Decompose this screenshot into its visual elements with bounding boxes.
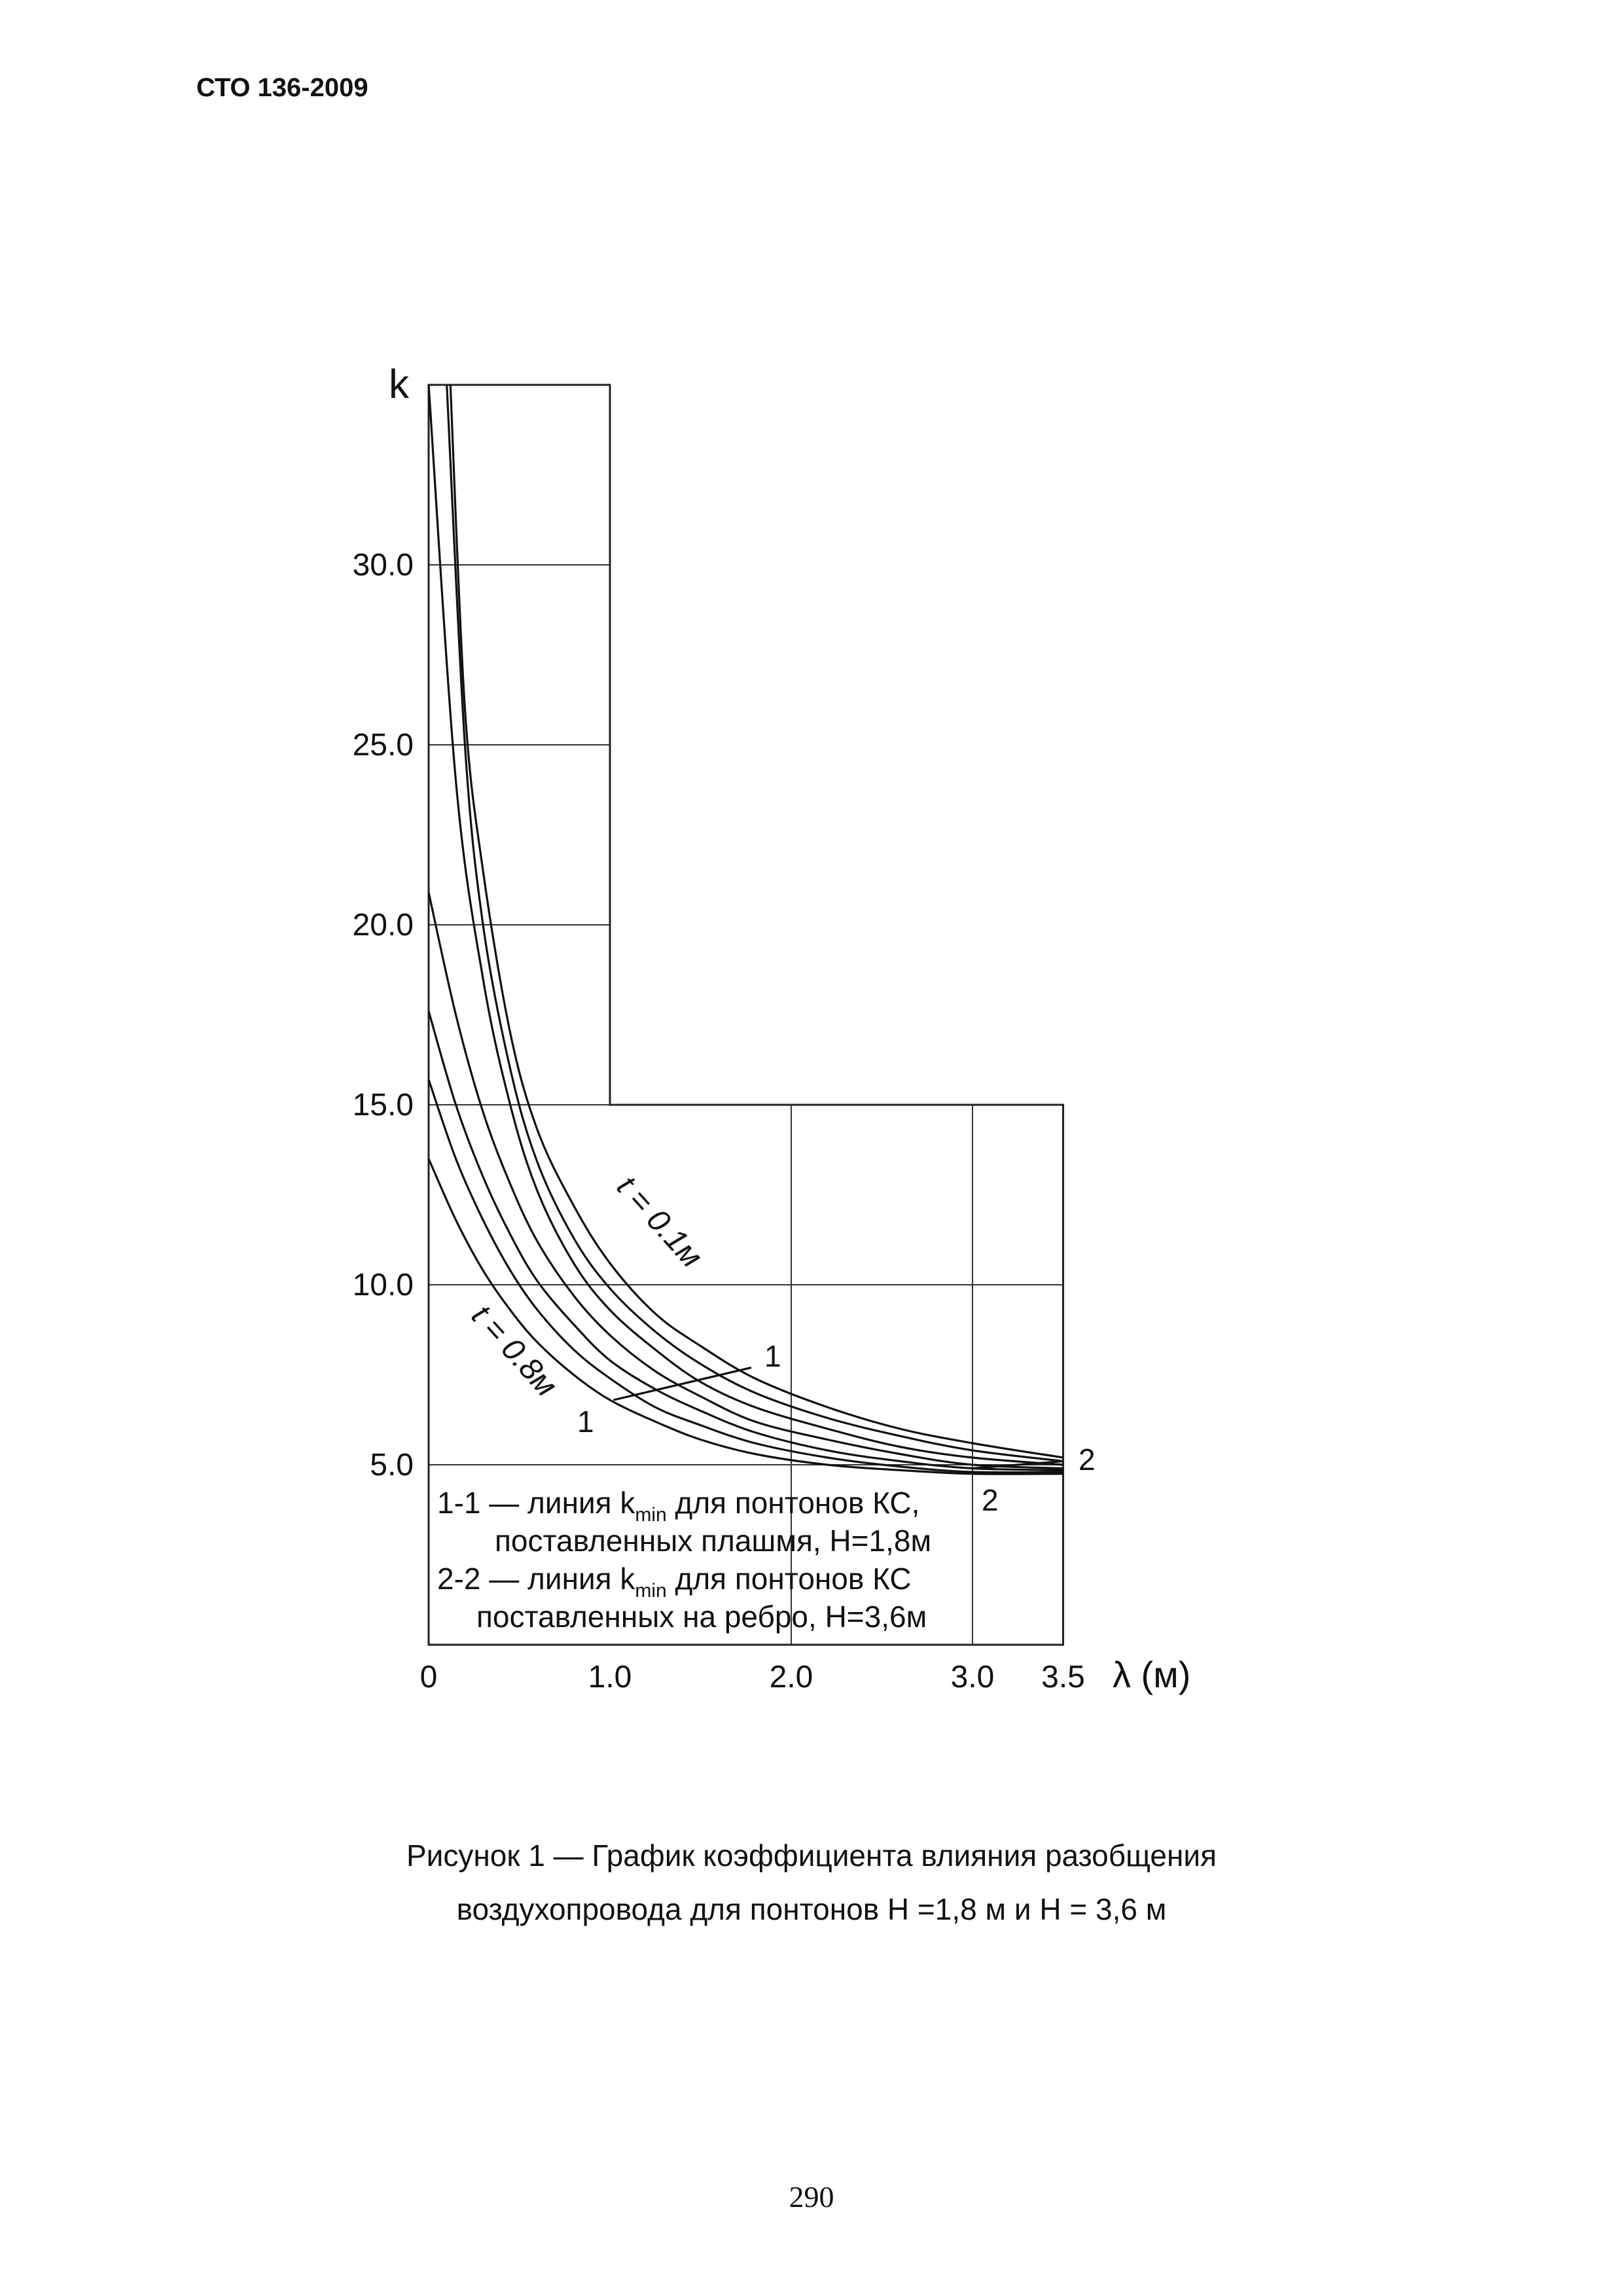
kmin-2-2-end-label: 2	[1079, 1443, 1096, 1477]
x-tick-label: 3.5	[1041, 1660, 1085, 1695]
plot-frame	[429, 385, 1063, 1645]
legend-line-2: поставленных плашмя, H=1,8м	[495, 1524, 932, 1558]
legend-line-1-prefix: 1-1 — линия k	[437, 1486, 635, 1520]
x-tick-label: 2.0	[769, 1660, 813, 1695]
legend-line-1-sub: min	[635, 1504, 667, 1526]
series-line-5	[429, 1011, 1063, 1470]
series-line-1	[450, 385, 1063, 1458]
legend-line-3	[437, 1562, 912, 1602]
legend-line-3-sub: min	[635, 1580, 667, 1602]
figure-caption-line-2: воздухопровода для понтонов H =1,8 м и H = 3,6 м	[456, 1892, 1167, 1926]
legend-line-1	[437, 1486, 919, 1526]
y-axis-label: k	[389, 362, 409, 407]
chart-curves	[429, 385, 1063, 1474]
y-tick-label: 25.0	[352, 728, 414, 762]
document-code: СТО 136-2009	[196, 73, 368, 102]
kmin-1-1-start-label: 1	[577, 1405, 594, 1439]
series-line-2	[447, 385, 1063, 1462]
y-tick-label: 30.0	[352, 548, 414, 583]
x-tick-label: 3.0	[950, 1660, 995, 1695]
y-tick-label: 10.0	[352, 1268, 414, 1302]
y-tick-label: 20.0	[352, 908, 414, 942]
chart-legend	[437, 1486, 931, 1634]
page-number: 290	[789, 2180, 834, 2214]
x-tick-label: 1.0	[588, 1660, 632, 1695]
figure-caption-line-1: Рисунок 1 — График коэффициента влияния разобщения	[406, 1839, 1217, 1873]
series-label-t08-text: t = 0.8м	[464, 1298, 564, 1403]
x-axis-label: λ (м)	[1113, 1654, 1191, 1695]
legend-line-4: поставленных на ребро, H=3,6м	[476, 1600, 927, 1634]
series-line-6	[429, 1080, 1063, 1473]
chart-frame	[429, 385, 1063, 1645]
kmin-line-1-1	[614, 1368, 752, 1401]
kmin-1-1-end-label: 1	[764, 1339, 781, 1373]
series-line-7	[429, 1159, 1063, 1475]
series-label-t01	[610, 1170, 709, 1274]
kmin-2-2-start-label: 2	[982, 1483, 999, 1517]
legend-line-3-suffix: для понтонов КС	[666, 1562, 912, 1596]
x-tick-label: 0	[419, 1660, 438, 1695]
y-tick-label: 15.0	[352, 1088, 414, 1122]
series-label-t01-text: t = 0.1м	[609, 1169, 709, 1274]
legend-line-3-prefix: 2-2 — линия k	[437, 1562, 635, 1596]
legend-line-1-suffix: для понтонов КС,	[666, 1486, 920, 1520]
y-tick-label: 5.0	[370, 1448, 414, 1482]
